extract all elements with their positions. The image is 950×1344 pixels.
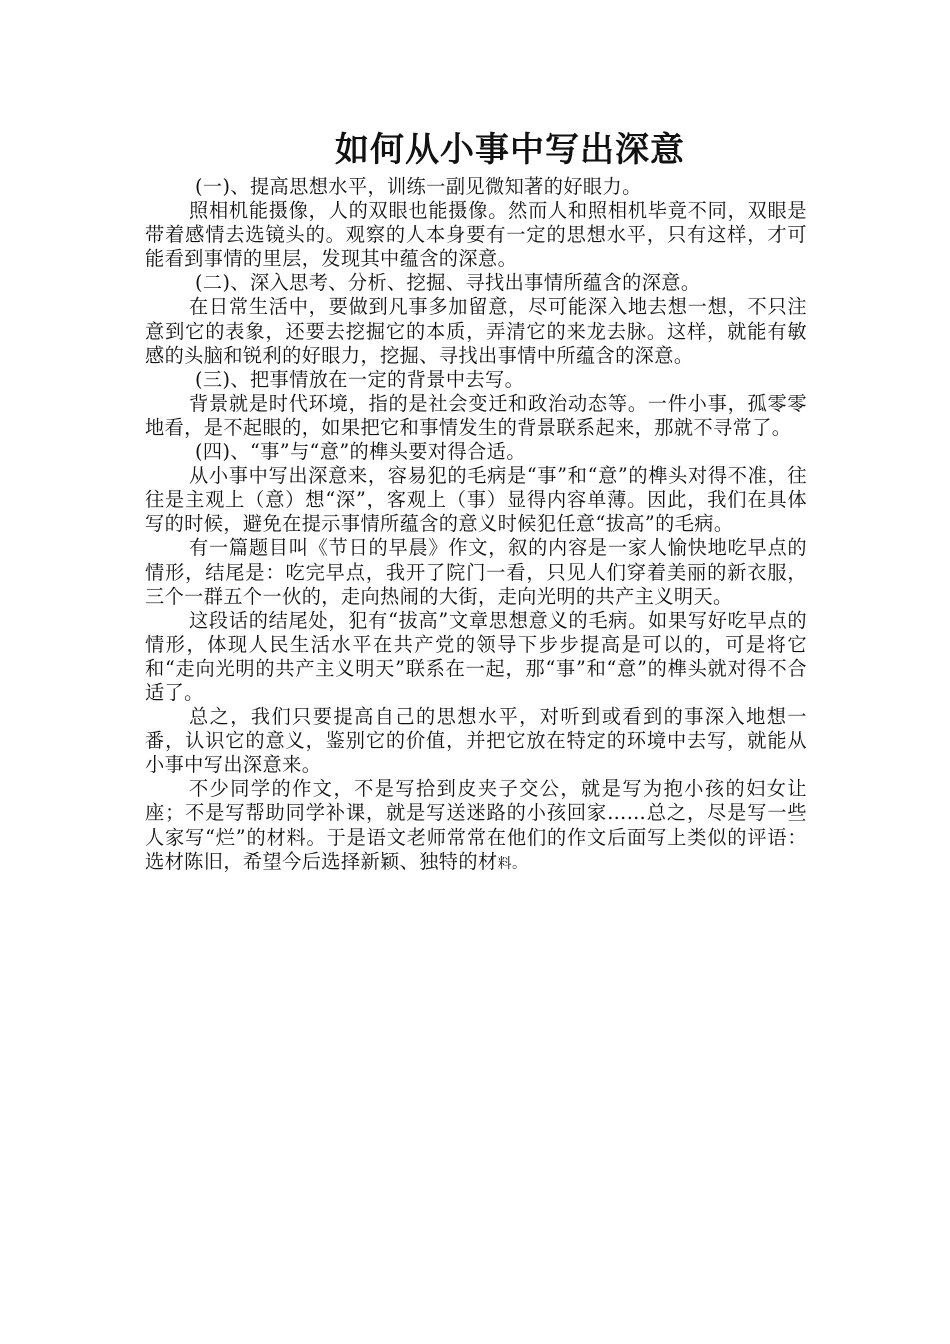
paragraph-last bbox=[145, 777, 807, 875]
section-heading-1: (一)、提高思想水平，训练一副见微知著的好眼力。 bbox=[195, 175, 642, 198]
paragraph: 背景就是时代环境，指的是社会变迁和政治动态等。一件小事，孤零零地看，是不起眼的，如果把它和事情发生的背景联系起来，那就不寻常了。 bbox=[145, 391, 807, 439]
paragraph: 从小事中写出深意来，容易犯的毛病是“事”和“意”的榫头对得不准，往往是主观上（意）想“深”，客观上（事）显得内容单薄。因此，我们在具体写的时候，避免在提示事情所蕴含的意义时候犯任意“拔高”的毛病。 bbox=[145, 464, 807, 536]
document-body bbox=[145, 128, 807, 876]
paragraph: 在日常生活中，要做到凡事多加留意，尽可能深入地去想一想，不只注意到它的表象，还要去挖掘它的本质，弄清它的来龙去脉。这样，就能有敏感的头脑和锐利的好眼力，挖掘、寻找出事情中所蕴含的深意。 bbox=[145, 295, 807, 367]
paragraph: 总之，我们只要提高自己的思想水平，对听到或看到的事深入地想一番，认识它的意义，鉴别它的价值，并把它放在特定的环境中去写，就能从小事中写出深意来。 bbox=[145, 705, 807, 777]
section-heading-2: (二)、深入思考、分析、挖掘、寻找出事情所蕴含的深意。 bbox=[195, 271, 701, 295]
paragraph-last-tail: 料。 bbox=[497, 855, 527, 872]
section-heading-3: (三)、把事情放在一定的背景中去写。 bbox=[195, 367, 525, 391]
paragraph: 这段话的结尾处，犯有“拔高”文章思想意义的毛病。如果写好吃早点的情形，体现人民生活水平在共产党的领导下步步提高是可以的，可是将它和“走向光明的共产主义明天”联系在一起，那“事”和“意”的榫头就对得不合适了。 bbox=[145, 608, 807, 704]
paragraph-last-text: 不少同学的作文，不是写拾到皮夹子交公，就是写为抱小孩的妇女让座；不是写帮助同学补课，就是写送迷路的小孩回家……总之，尽是写一些人家写“烂”的材料。于是语文老师常常在他们的作文后面写上类似的评语：选材陈旧，希望今后选择新颖、独特的材 bbox=[145, 777, 807, 873]
paragraph: 有一篇题目叫《节日的早晨》作文，叙的内容是一家人愉快地吃早点的情形，结尾是：吃完早点，我开了院门一看，只见人们穿着美丽的新衣服，三个一群五个一伙的，走向热闹的大街，走向光明的共产主义明天。 bbox=[145, 536, 807, 608]
document-title: 如何从小事中写出深意 bbox=[335, 130, 685, 170]
paragraph: 照相机能摄像，人的双眼也能摄像。然而人和照相机毕竟不同，双眼是带着感情去选镜头的。观察的人本身要有一定的思想水平，只有这样，才可能看到事情的里层，发现其中蕴含的深意。 bbox=[145, 199, 807, 271]
section-heading-4: (四)、“事”与“意”的榫头要对得合适。 bbox=[195, 440, 526, 464]
